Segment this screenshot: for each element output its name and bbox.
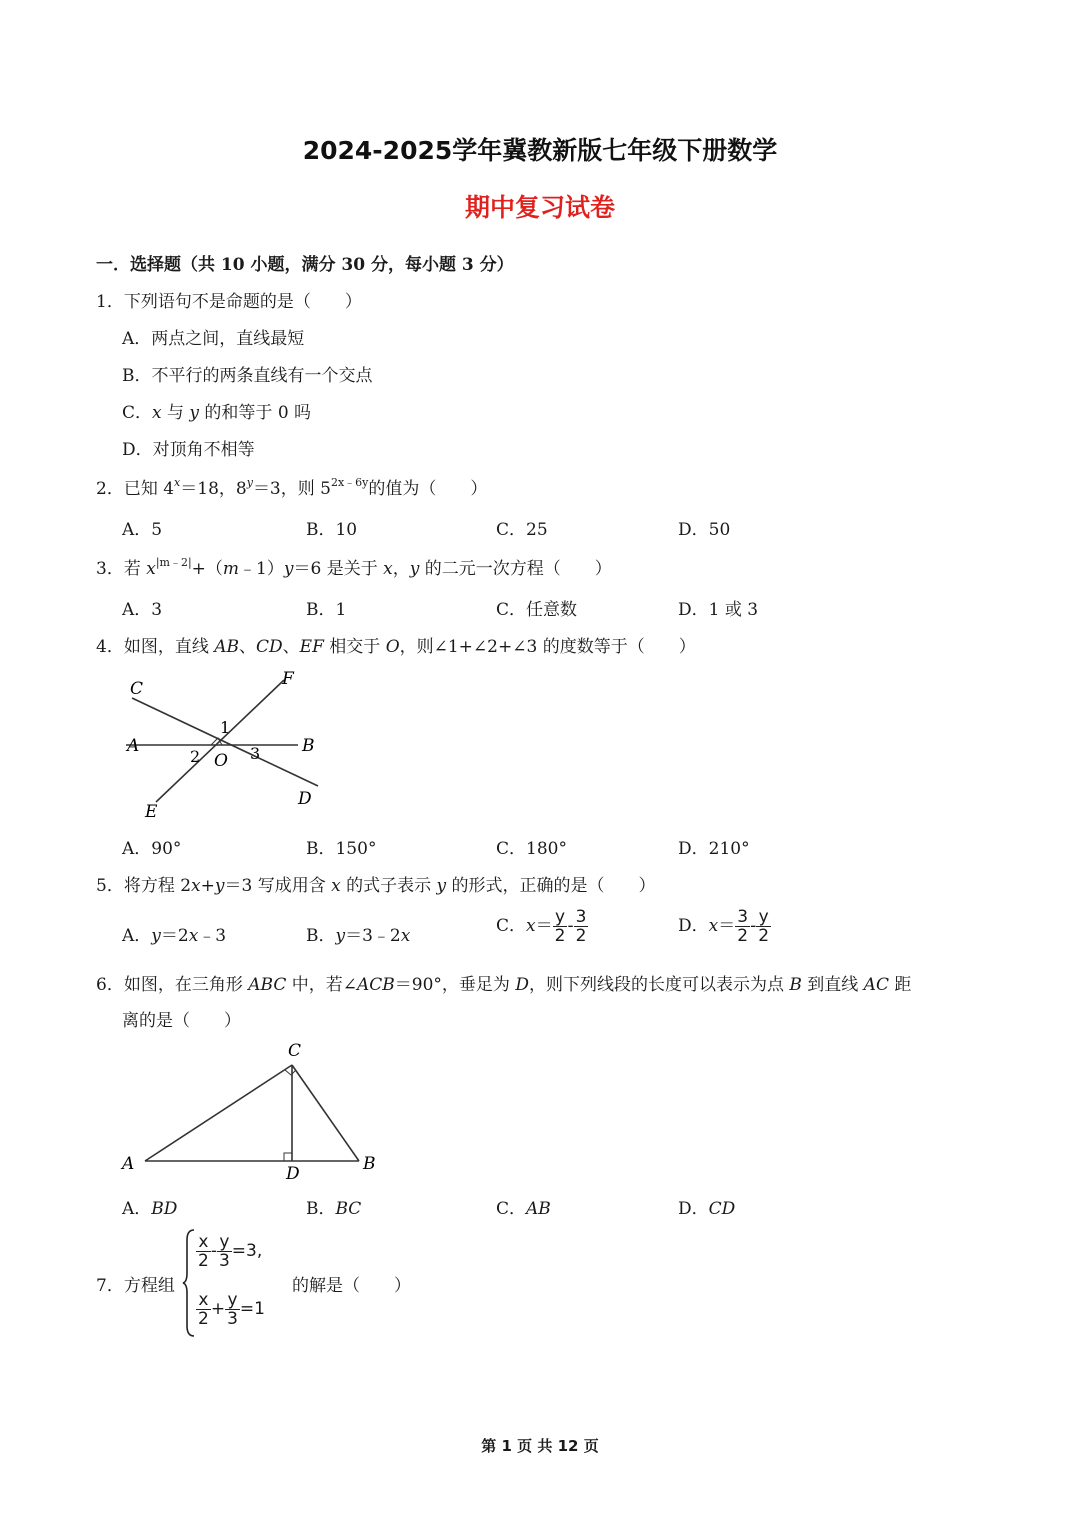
question-3-stem: 3．若 $x^{|m﹣2|}+(m﹣1)y=6$ 是关于 x，y 的二元一次方程（ ） (96, 556, 612, 579)
question-7-suffix: 的解是（ ） (292, 1276, 411, 1296)
q2-option-c: C．25 (496, 520, 548, 540)
q1-option-b: B．不平行的两条直线有一个交点 (122, 366, 373, 386)
question-6-stem-line2: 离的是（ ） (122, 1011, 241, 1031)
q4-option-b: B．150° (306, 839, 377, 859)
q5-option-b: B．y＝3﹣2x (306, 926, 411, 946)
q6-option-b: B．BC (306, 1199, 362, 1219)
angle-1-label: 1 (220, 718, 231, 737)
q1-option-a: A．两点之间，直线最短 (122, 329, 305, 349)
question-6-stem: 6．如图，在三角形 ABC 中，若∠ACB＝90°，垂足为 D，则下列线段的长度可以表示为点 B 到直线 AC 距 (96, 975, 912, 995)
q1-option-d: D．对顶角不相等 (122, 440, 255, 460)
q6-figure-right-triangle (118, 1035, 388, 1185)
label-c: C (130, 679, 144, 699)
label-d: D (298, 789, 312, 809)
label-d: D (286, 1164, 300, 1184)
q3-option-a: A．3 (122, 600, 163, 620)
angle-2-label: 2 (190, 747, 201, 766)
question-5-stem: 5．将方程 2x+y＝3 写成用含 x 的式子表示 y 的形式，正确的是（ ） (96, 876, 656, 896)
q5-option-c: C．x＝ $\frac{y}{2}$ - $\frac{3}{2}$ (496, 907, 587, 946)
section-heading: 一．选择题（共 10 小题，满分 30 分，每小题 3 分） (96, 255, 514, 275)
q2-option-a: A．5 (122, 520, 163, 540)
system-equation-2: $\frac{x}{2}$ + $\frac{y}{3}$ =1 (198, 1290, 265, 1329)
angle-3-label: 3 (250, 744, 261, 763)
label-a: A (127, 736, 140, 756)
question-1-stem: 1．下列语句不是命题的是（ ） (96, 292, 362, 312)
q4-figure-intersecting-lines (118, 662, 338, 822)
q6-option-a: A．BD (122, 1199, 178, 1219)
q4-option-c: C．180° (496, 839, 567, 859)
page-subtitle: 期中复习试卷 (464, 193, 615, 222)
question-4-stem: 4．如图，直线 AB、CD、EF 相交于 O，则∠1+∠2+∠3 的度数等于（ ） (96, 637, 696, 657)
system-equation-1: $\frac{x}{2}$ - $\frac{y}{3}$ =3, (198, 1232, 263, 1271)
q5-option-a: A．y＝2x﹣3 (122, 926, 227, 946)
label-c: C (288, 1041, 302, 1061)
label-b: B (363, 1154, 376, 1174)
q1-option-c: C．x 与 y 的和等于 0 吗 (122, 403, 312, 423)
label-f: F (282, 669, 294, 689)
q6-option-d: D．CD (678, 1199, 736, 1219)
label-b: B (302, 736, 315, 756)
label-o: O (214, 751, 228, 771)
label-a: A (122, 1154, 135, 1174)
q6-option-c: C．AB (496, 1199, 551, 1219)
q3-option-b: B．1 (306, 600, 347, 620)
q3-option-c: C．任意数 (496, 600, 578, 620)
q5-option-d: D．x＝ $\frac{3}{2}$ - $\frac{y}{2}$ (678, 907, 770, 946)
q2-option-d: D．50 (678, 520, 731, 540)
q4-option-a: A．90° (122, 839, 182, 859)
q4-option-d: D．210° (678, 839, 750, 859)
system-brace (182, 1228, 196, 1338)
q3-option-d: D．1 或 3 (678, 600, 759, 620)
q2-option-b: B．10 (306, 520, 358, 540)
question-7-prefix: 7．方程组 (96, 1276, 175, 1296)
question-2-stem: 2．已知 $4^x=18$，$8^y=3$，则 $5^{2x﹣6y}$的值为（ ） (96, 476, 488, 499)
label-e: E (145, 802, 158, 822)
page-title: 2024-2025学年冀教新版七年级下册数学 (302, 136, 778, 165)
page-footer: 第 1 页 共 12 页 (481, 1437, 599, 1455)
